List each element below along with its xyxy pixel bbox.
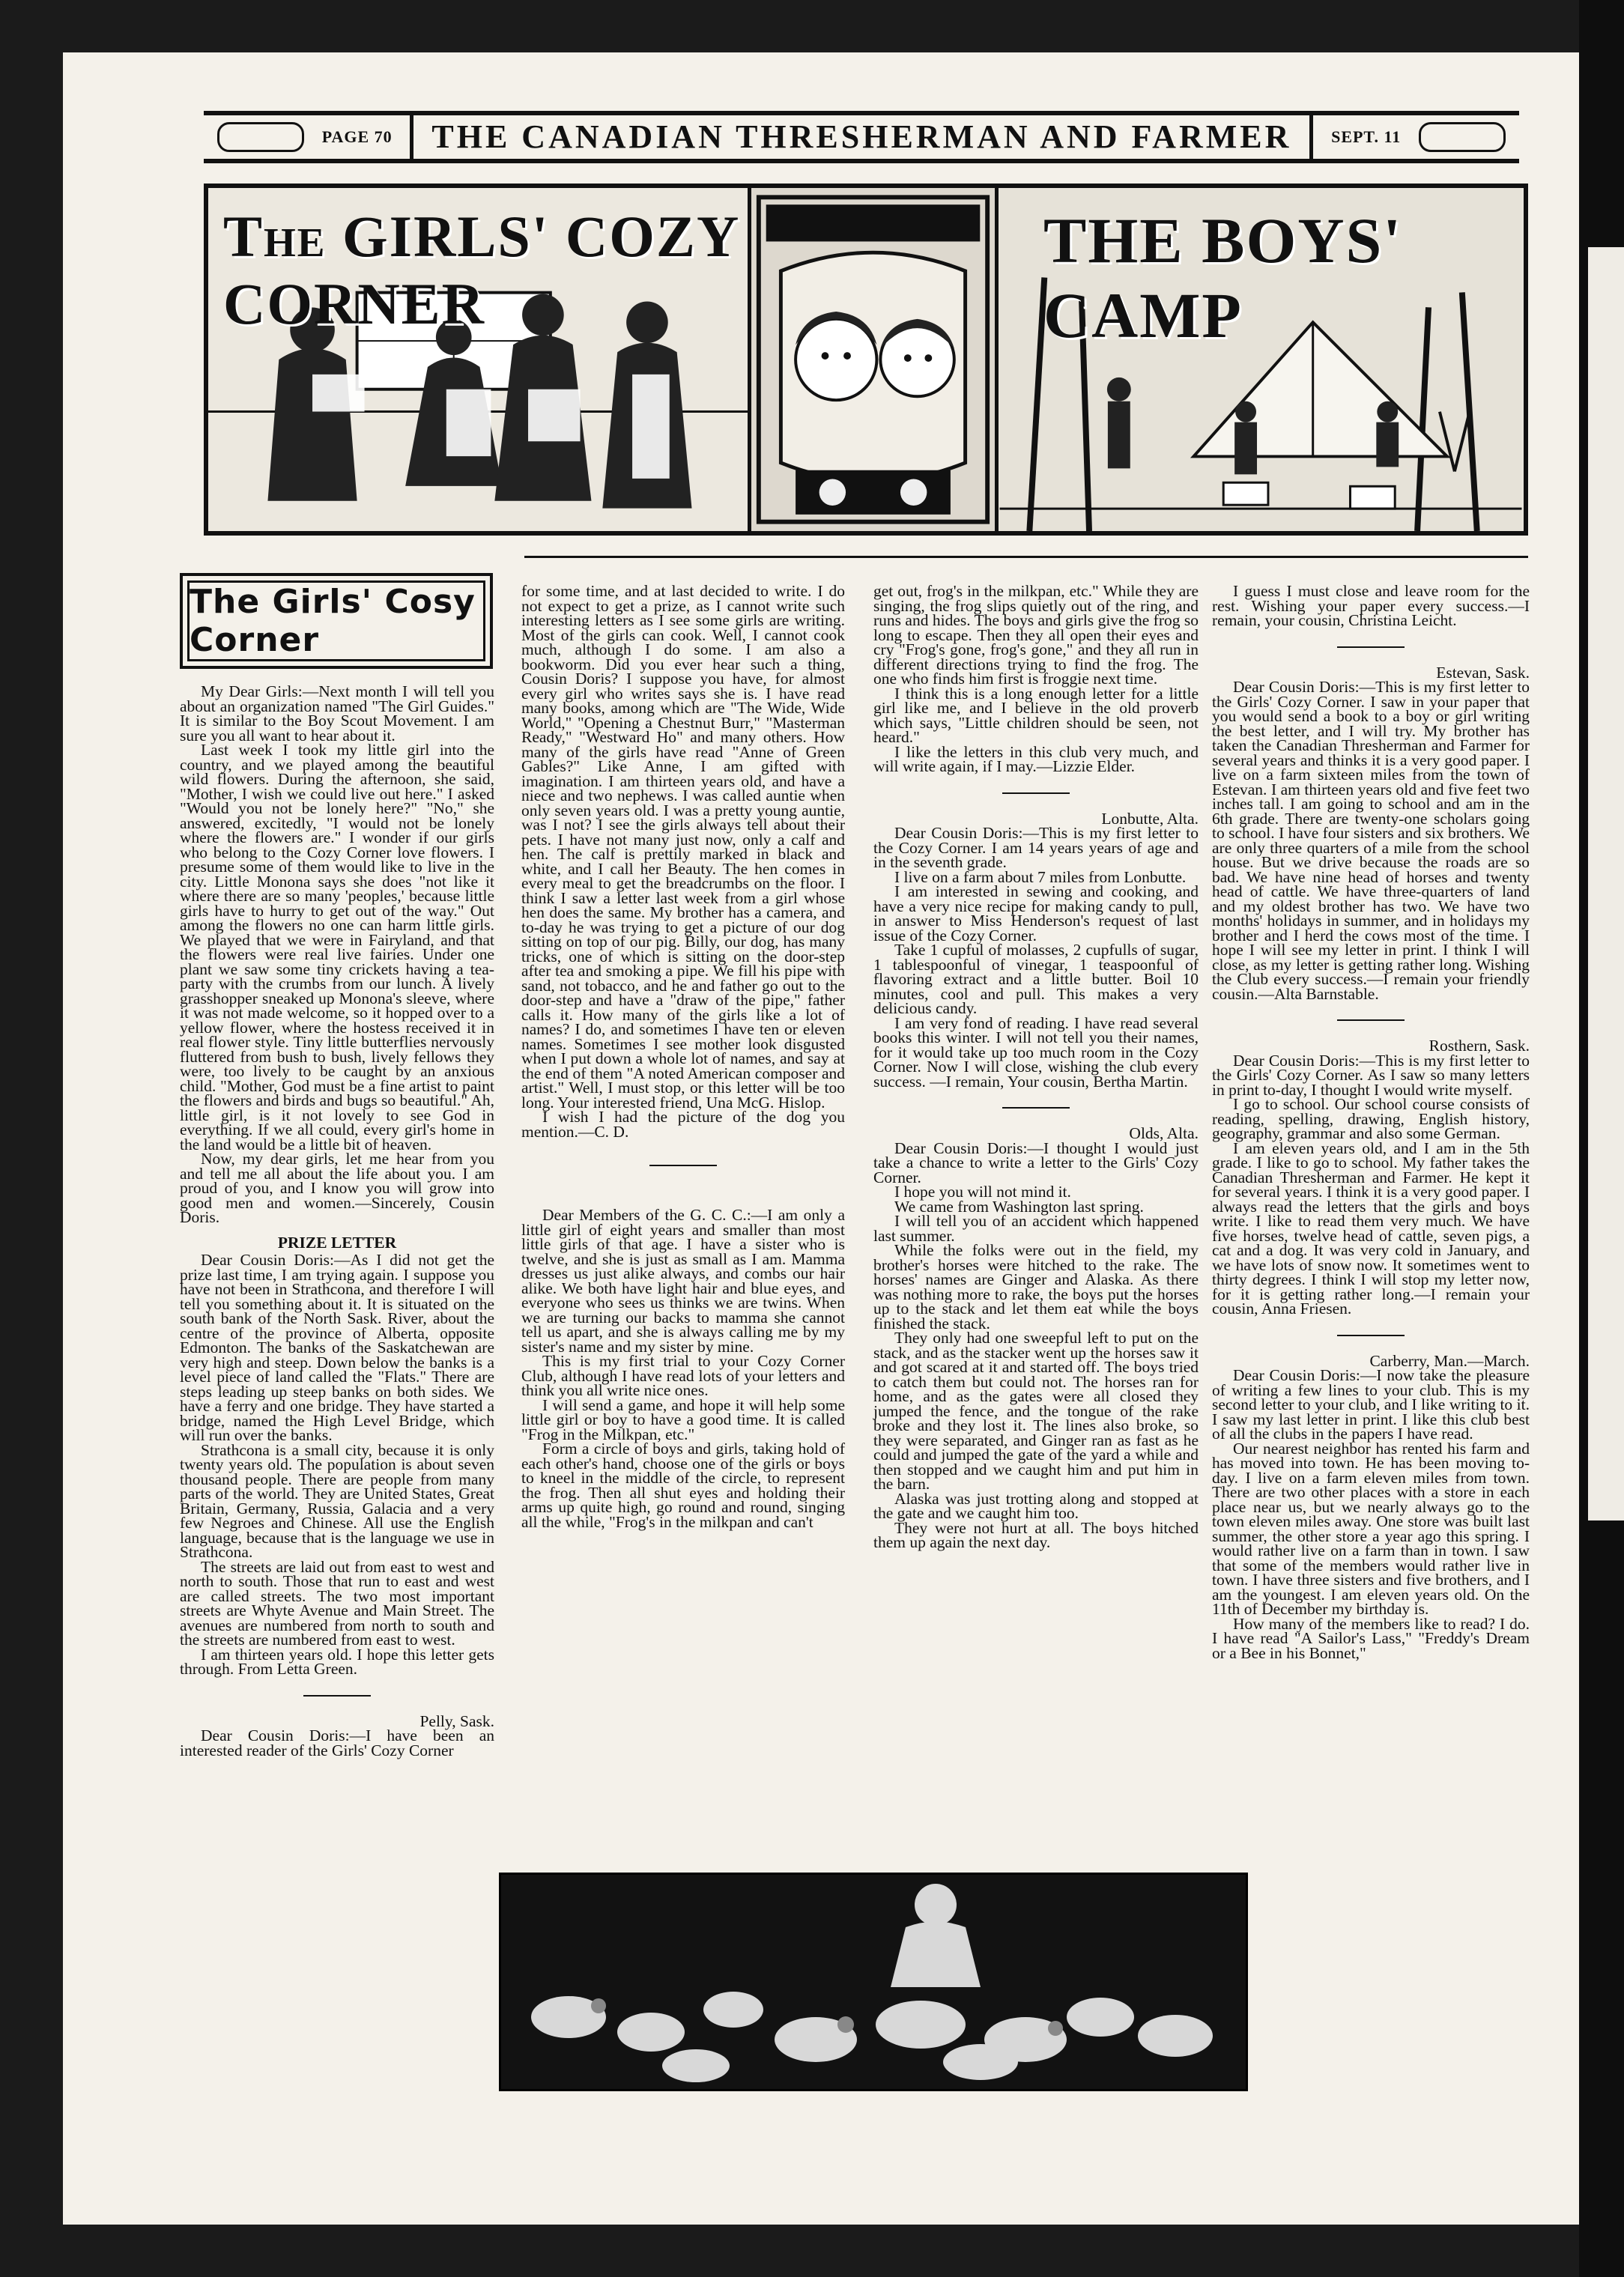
- prize-letter-heading: PRIZE LETTER: [277, 1233, 397, 1252]
- letter-horses-p7: Alaska was just trotting along and stopped at the gate and we caught him too.: [873, 1489, 1199, 1522]
- girls-panel: [208, 188, 751, 531]
- letter-horses-p4: I will tell you of an accident which happened last summer.: [873, 1212, 1199, 1245]
- boys-panel: [999, 188, 1523, 531]
- letter-place: Olds, Alta.: [1129, 1124, 1199, 1142]
- letter-place: Estevan, Sask.: [1436, 663, 1530, 682]
- letter-divider: [649, 1165, 717, 1166]
- letter-horses-p8: They were not hurt at all. The boys hitched them up again the next day.: [873, 1518, 1199, 1551]
- ornament-left-icon: [217, 122, 304, 152]
- letter-place: Rosthern, Sask.: [1428, 1037, 1530, 1055]
- girls-cozy-corner-title: The GIRLS' COZY CORNER: [223, 204, 739, 336]
- column-4: [1212, 584, 1530, 1661]
- section-divider: [524, 556, 1528, 558]
- letter-closing-p1: I think this is a long enough letter for a little girl like me, and I believe in the old proverb which says, "Little children should be seen, not heard.": [873, 684, 1199, 746]
- column-2: [521, 584, 845, 1529]
- prize-letter-p1: Dear Cousin Doris:—As I did not get the prize last time, I am trying again. I suppose you have not been in Strathcona, and therefore I will tell you something about it. It is situated on the south bank of the North Sask. River, about the centre of the province of Alberta, opposite Edmonton. The banks of the Saskatchewan are very high and steep. Down below the banks is a level piece of land called the "Flats." There are steps leading up steep banks on both sides. We have a ferry and one bridge. They have started a bridge, named the High Level Bridge, which will run over the banks.: [180, 1251, 494, 1444]
- letter-rosthern-p1: Dear Cousin Doris:—This is my first letter to the Girls' Cozy Corner. As I saw so many letters in print to-day, I thought I would write myself.: [1212, 1051, 1530, 1099]
- letter-place: Lonbutte, Alta.: [1101, 809, 1199, 828]
- prize-letter-p3: The streets are laid out from east to west and north to south. Those that run to east and west are called streets. The two most important streets are Whyte Avenue and Main Street. The avenues are numbered from north to south and the streets are numbered from east to west.: [180, 1557, 494, 1649]
- letter-horses-p1: Dear Cousin Doris:—I thought I would just take a chance to write a letter to the Girls' Cozy Corner.: [873, 1138, 1199, 1186]
- letter-horses-p6: They only had one sweepful left to put on the stack, and as the stacker went up the horses saw it and got scared at it and started off. The boys tried to catch them but could not. The horses ran for home, and as the gates were all closed they jumped the fence, and the tongue of the rake broke and they lost it. The lines also broke, so they were separated, and Ginger ran as fast as he could and jumped the gate of the yard a while and then stopped and we caught him and put him in the barn.: [873, 1329, 1199, 1493]
- children-portrait-icon: [751, 188, 995, 531]
- letter-rosthern-p2: I go to school. Our school course consists of reading, spelling, drawing, English history, geography, grammar and also some German.: [1212, 1095, 1530, 1142]
- letter-divider: [1337, 1019, 1405, 1021]
- editor-letter-closing: Now, my dear girls, let me hear from you and tell me all about the life about you. I am proud of you, and I know you will grow into good men and women.—Sincerely, Cousin Doris.: [180, 1150, 494, 1226]
- letter-horses-p5: While the folks were out in the field, my brother's horses were hitched to the rake. The horses' names are Ginger and Alaska. As there was nothing more to rake, the boys put the horses up to the stack and let them eat while the boys finished the stack.: [873, 1241, 1199, 1332]
- prize-letter-p4: I am thirteen years old. I hope this letter gets through. From Letta Green.: [180, 1645, 494, 1678]
- letter-horses-p2: I hope you will not mind it.: [894, 1183, 1071, 1201]
- editor-reply: I wish I had the picture of the dog you mention.—C. D.: [521, 1108, 845, 1141]
- letter-candy-p4: I am very fond of reading. I have read several books this winter. I will not tell you their names, for it would take up too much room in the Cozy Corner. Now I will close, wishing the club every success. —I remain, Your cousin, Bertha Martin.: [873, 1013, 1199, 1091]
- letter-divider: [303, 1695, 371, 1697]
- letter-place: Pelly, Sask.: [419, 1711, 494, 1730]
- letter-horses-p3: We came from Washington last spring.: [894, 1197, 1144, 1216]
- editor-letter-body: Last week I took my little girl into the country, and we played among the beautiful wild flowers. During the afternoon, she said, "Mother, I wish we could live out here." I asked "Would you not be lonely here?" "No," she answered, excitedly, "I would not be lonely where the flowers are." I wonder if our girls who belong to the Cozy Corner love flowers. I presume some of them would like to live in the city. Little Monona says she does "not like it where there are so many 'peoples,' because little girls have to hurry to get out of the way." Out among the flowers no one can harm little girls. We played that we were in Fairyland, and that the flowers were real live fairies. Under one plant we saw some tiny crickets having a tea-party with the crumbs from our lunch. A lively grasshopper sneaked up Monona's sleeve, where it was not made welcome, so it hopped over to a yellow flower, where the hostess received it in real flower style. Tiny little butterflies nervously fluttered from bush to bush, lively fellows they were, too lively to be caught by an anxious child. "Mother, God must be a fine artist to paint the flowers and birds and bugs so beautiful." Ah, little girl, is it not lovely to see God in everything. If we all could, every girl's home in the land would be a little bit of heaven.: [180, 741, 494, 1153]
- letter-twins-p3: I will send a game, and hope it will help some little girl or boy to have a good time. It is called "Frog in the Milkpan, etc.": [521, 1395, 845, 1443]
- letter-candy-p3: I am interested in sewing and cooking, and have a very nice recipe for making candy to pull, in answer to Miss Henderson's request of last issue of the Cozy Corner.: [873, 882, 1199, 945]
- illustration-banner: [204, 184, 1528, 536]
- boys-camp-title: THE BOYS' CAMP: [1043, 204, 1403, 351]
- portrait-panel: [751, 188, 999, 531]
- letter-twins-p1: Dear Members of the G. C. C.:—I am only a little girl of eight years and smaller than most little girls of that age. I have a sister who is twelve, and she is just as small as I am. Mamma dresses us just alike always, and combs our hair alike. We both have light hair and blue eyes, and everyone who sees us thinks we are twins. When we are turning our backs to mamma she cannot tell us apart, and she is always calling me by my sister's name and my sister by mine.: [521, 1206, 845, 1356]
- column-3: [873, 584, 1199, 1550]
- adjacent-page-edge: [1588, 247, 1624, 1520]
- page-number: PAGE 70: [321, 127, 393, 146]
- letter-candy-p2: I live on a farm about 7 miles from Lonbutte.: [894, 867, 1187, 886]
- letter-divider: [1002, 792, 1070, 794]
- section-masthead: [180, 573, 493, 669]
- editor-letter-intro: My Dear Girls:—Next month I will tell you about an organization named "The Girl Guides." It is similar to the Boy Scout Movement. I am sure you all want to hear about it.: [180, 682, 494, 745]
- letter-rosthern-p3: I am eleven years old, and I am in the 5th grade. I like to go to school. My father takes the Canadian Thresherman and Farmer. He kept it for several years. I think it is a very good paper. I always read the letters that the girls and boys write. I like to read them very much. We have five horses, twelve head of cattle, seven pigs, a cat and a dog. It was very cold in January, and we have lots of snow now. It sometimes went to thirty degrees. I think I will stop my letter now, for it is getting rather long.—I remain your cousin, Anna Friesen.: [1212, 1138, 1530, 1318]
- prize-letter-p2: Strathcona is a small city, because it is only twenty years old. The population is about seven thousand people. There are people from many parts of the world. They are United States, Great Britain, Germany, Russia, Galacia and a very few Negroes and Chinese. All use the English language, because that is the language we use in Strathcona.: [180, 1440, 494, 1561]
- publication-title: THE CANADIAN THRESHERMAN AND FARMER: [410, 115, 1313, 159]
- letter-carberry-p1: Dear Cousin Doris:—I now take the pleasure of writing a few lines to your club. This is my second letter to your club, and I like writing to it. I saw my last letter in print. I like this club best of all the clubs in the papers I have read.: [1212, 1366, 1530, 1443]
- letter-divider: [1337, 1335, 1405, 1336]
- column-1: [180, 682, 494, 1759]
- letter-divider: [1337, 646, 1405, 648]
- letter-carberry-p2: Our nearest neighbor has rented his farm and has moved into town. He has been moving to-day. I live on a farm eleven miles from town. There are two other places with a store in each place near us, but we nearly always go to the town eleven miles away. One store was built last summer, the other store a year ago this spring. I would rather live on a farm than in town. I saw that some of the members would rather live in town. I have three sisters and five brothers, and I am the youngest. I am eleven years old. On the 11th of December my birthday is.: [1212, 1439, 1530, 1618]
- letter-opening: Dear Cousin Doris:—I have been an interested reader of the Girls' Cozy Corner: [180, 1726, 494, 1759]
- letter-carberry-p3: How many of the members like to read? I do. I have read "A Sailor's Lass," "Freddy's Dream or a Bee in his Bonnet,": [1212, 1614, 1530, 1662]
- issue-date: SEPT. 11: [1331, 127, 1402, 146]
- letter-place: Carberry, Man.—March.: [1369, 1351, 1530, 1370]
- letter-continued: for some time, and at last decided to write. I do not expect to get a prize, as I cannot write such interesting letters as I see some girls are writing. Most of the girls can cook. Well, I cannot cook much, although I do some. I am also a bookworm. Did you ever hear such a thing, Cousin Doris? I suppose you have, for almost every girl who writes says she is. I have read many books, among which are "The Wide, Wide World," "Opening a Chestnut Burr," "Masterman Ready," "Westward Ho" and many others. How many of the girls have read "Anne of Green Gables?" Like Anne, I am gifted with imagination. I am thirteen years old, and have a niece and two nephews. I was called auntie when only seven years old. I was a pretty young auntie, was I not? I see the girls always tell about their pets. I have not many just now, only a calf and hen. The calf is prettily marked in black and white, and I call her Beauty. The hen comes in every meal to get the breadcrumbs on the floor. I think I saw a letter last week from a girl whose hen does the same. My brother has a camera, and to-day he was trying to get a picture of our dog sitting on top of our pig. Billy, our dog, has many tricks, one of which is sitting on the door-step after tea and smoking a pipe. We fill his pipe with sand, not tobacco, and he and father go out to the door-step and have a "draw of the pipe," father calls it. How many of the girls like a lot of names? I do, and sometimes I have ten or eleven names. Sometimes I see mother look disgusted when I put down a whole lot of names, and say at the end of them "A noted American composer and artist." Well, I must stop, or this letter will be too long. Your interested friend, Una McG. Hislop.: [521, 582, 845, 1112]
- letter-closing-p2: I like the letters in this club very much, and will write again, if I may.—Lizzie Elder.: [873, 742, 1199, 775]
- letter-candy-p1: Dear Cousin Doris:—This is my first letter to the Cozy Corner. I am 14 years years of age and in the seventh grade.: [873, 824, 1199, 871]
- child-with-chickens-photo: [499, 1873, 1248, 2091]
- letter-twins-p2: This is my first trial to your Cozy Corner Club, although I have read lots of your letters and think you all write nice ones.: [521, 1352, 845, 1399]
- letter-estevan: Dear Cousin Doris:—This is my first letter to the Girls' Cozy Corner. I saw in your paper that you would send a book to a boy or girl writing the best letter, and I will try. My brother has taken the Canadian Thresherman and Farmer for several years and thinks it is a very good paper. I live on a farm sixteen miles from the town of Estevan. I am thirteen years old and five feet two inches tall. I am going to school and am in the 6th grade. There are twenty-one scholars going to school. I have four sisters and six brothers. We are only three quarters of a mile from the school house. But we drive because the roads are so bad. We have nine head of horses and twenty head of cattle. We have three-quarters of land and my oldest brother has two. We have two months' holidays in summer, and in holidays my brother and I herd the cows most of the time. I hope I will see my letter in print. I think I will close, as my letter is getting rather long. Wishing the Club every success.—I remain your friendly cousin.—Alta Barnstable.: [1212, 678, 1530, 1003]
- game-continued: get out, frog's in the milkpan, etc." While they are singing, the frog slips quietly out of the ring, and runs and hides. The boys and girls give the frog so long to escape. Then they all open their eyes and cry "Frog's gone, frog's gone," and they all run in different directions trying to find the frog. The one who finds him first is froggie next time.: [873, 582, 1199, 688]
- page-header: [204, 111, 1519, 163]
- letter-twins-p4: Form a circle of boys and girls, taking hold of each other's hand, choose one of the girls or boys to kneel in the middle of the circle, to represent the frog. Then all shut eyes and holding their arms up quite high, go round and round, singing all the while, "Frog's in the milkpan and can't: [521, 1440, 845, 1531]
- letter-candy-recipe: Take 1 cupful of molasses, 2 cupfulls of sugar, 1 tablespoonful of vinegar, 1 teaspoonful of flavoring extract and a little butter. Boil 10 minutes, cool and pull. This makes a very delicious candy.: [873, 941, 1199, 1017]
- masthead-title: The Girls' Cosy Corner: [187, 580, 485, 661]
- letter-divider: [1002, 1107, 1070, 1109]
- ornament-right-icon: [1419, 122, 1506, 152]
- chickens-photo-icon: [501, 1875, 1246, 2089]
- letter-closing: I guess I must close and leave room for the rest. Wishing your paper every success.—I remain, your cousin, Christina Leicht.: [1212, 582, 1530, 629]
